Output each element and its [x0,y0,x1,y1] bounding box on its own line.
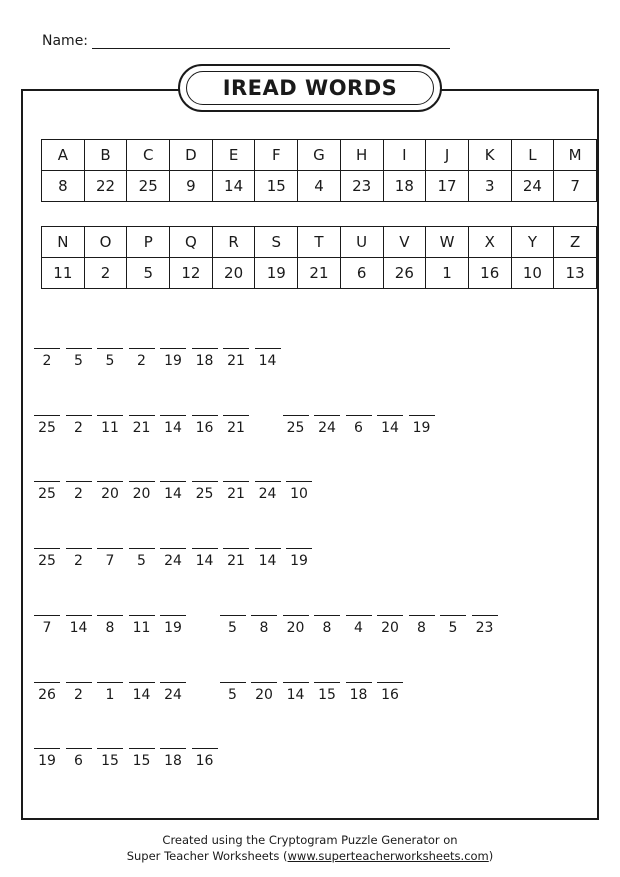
cipher-number: 20 [101,486,119,502]
letter-slot[interactable] [129,534,155,569]
cipher-key-numbers-row [42,258,597,289]
letter-slot[interactable] [251,668,277,703]
cipher-number: 15 [101,753,119,769]
answer-blank[interactable] [34,348,60,349]
letter-slot[interactable] [129,401,155,436]
answer-blank[interactable] [66,348,92,349]
cipher-number: 25 [286,420,305,436]
letter-slot[interactable] [220,601,246,636]
letter-slot[interactable] [409,601,435,636]
puzzle-line [34,668,409,703]
cipher-number: 16 [195,753,214,769]
answer-blank[interactable] [160,481,186,482]
answer-blank[interactable] [223,348,249,349]
answer-blank[interactable] [223,481,249,482]
letter-slot[interactable] [220,668,246,703]
letter-slot[interactable] [223,467,249,502]
key-letter-cell: O [84,227,127,258]
cipher-number: 14 [195,553,214,569]
cipher-number: 21 [227,353,245,369]
letter-slot[interactable] [223,534,249,569]
key-letter-cell: X [468,227,511,258]
letter-slot[interactable] [283,601,309,636]
answer-blank[interactable] [409,615,435,616]
answer-blank[interactable] [34,682,60,683]
letter-slot[interactable] [286,534,312,569]
answer-blank[interactable] [160,548,186,549]
answer-blank[interactable] [97,548,123,549]
key-number-cell: 4 [298,171,341,202]
letter-slot[interactable] [472,601,498,636]
answer-blank[interactable] [223,548,249,549]
letter-slot[interactable] [440,601,466,636]
answer-blank[interactable] [283,682,309,683]
answer-blank[interactable] [472,615,498,616]
key-letter-cell: V [383,227,426,258]
key-letter-cell: Q [170,227,213,258]
letter-slot[interactable] [97,334,123,369]
cipher-number: 14 [164,420,182,436]
letter-slot[interactable] [129,668,155,703]
cipher-number: 25 [38,420,56,436]
puzzle-word [34,668,192,703]
cipher-number: 18 [349,687,368,703]
cipher-number: 7 [42,620,52,636]
cipher-number: 5 [228,687,237,703]
letter-slot[interactable] [97,534,123,569]
cipher-key-table-n-z [41,226,597,289]
cipher-number: 14 [381,420,399,436]
answer-blank[interactable] [97,682,123,683]
key-letter-cell: U [340,227,383,258]
key-number-cell: 12 [170,258,213,289]
letter-slot[interactable] [255,467,281,502]
key-letter-cell: H [340,140,383,171]
cipher-number: 11 [132,620,151,636]
letter-slot[interactable] [160,401,186,436]
answer-blank[interactable] [66,548,92,549]
name-field[interactable] [92,34,450,49]
key-number-cell: 1 [426,258,469,289]
puzzle-line [34,534,318,569]
letter-slot[interactable] [97,401,123,436]
answer-blank[interactable] [160,415,186,416]
puzzle-line [34,401,440,436]
answer-blank[interactable] [34,481,60,482]
cipher-number: 15 [318,687,336,703]
worksheet-title: IREAD WORDS [222,76,398,100]
letter-slot[interactable] [97,467,123,502]
answer-blank[interactable] [160,348,186,349]
answer-blank[interactable] [160,615,186,616]
answer-blank[interactable] [346,615,372,616]
answer-blank[interactable] [97,748,123,749]
answer-blank[interactable] [66,748,92,749]
cipher-number: 6 [354,420,363,436]
letter-slot[interactable] [377,668,403,703]
key-number-cell: 5 [127,258,170,289]
cipher-number: 8 [417,620,426,636]
letter-slot[interactable] [34,668,60,703]
answer-blank[interactable] [314,615,340,616]
cipher-number: 2 [74,687,83,703]
key-letter-cell: Y [511,227,554,258]
key-number-cell: 19 [255,258,298,289]
cipher-number: 18 [195,353,214,369]
cipher-number: 5 [137,553,146,569]
puzzle-word [283,401,441,436]
letter-slot[interactable] [34,334,60,369]
letter-slot[interactable] [160,734,186,769]
footer-link[interactable]: www.superteacherworksheets.com [287,849,489,863]
answer-blank[interactable] [129,348,155,349]
answer-blank[interactable] [314,682,340,683]
puzzle-word [34,401,255,436]
letter-slot[interactable] [34,734,60,769]
cipher-key-table-a-m [41,139,597,202]
letter-slot[interactable] [255,534,281,569]
letter-slot[interactable] [97,601,123,636]
answer-blank[interactable] [377,415,403,416]
key-number-cell: 23 [340,171,383,202]
letter-slot[interactable] [34,534,60,569]
cipher-number: 19 [290,553,308,569]
cipher-number: 21 [227,420,245,436]
key-number-cell: 24 [511,171,554,202]
key-letter-cell: F [255,140,298,171]
cipher-number: 20 [381,620,399,636]
key-letter-cell: P [127,227,170,258]
answer-blank[interactable] [160,748,186,749]
letter-slot[interactable] [160,668,186,703]
letter-slot[interactable] [314,601,340,636]
letter-slot[interactable] [34,467,60,502]
answer-blank[interactable] [66,415,92,416]
answer-blank[interactable] [34,415,60,416]
answer-blank[interactable] [129,415,155,416]
cipher-number: 14 [132,687,151,703]
answer-blank[interactable] [160,682,186,683]
letter-slot[interactable] [255,334,281,369]
letter-slot[interactable] [192,534,218,569]
answer-blank[interactable] [255,348,281,349]
key-number-cell: 6 [340,258,383,289]
letter-slot[interactable] [251,601,277,636]
key-letter-cell: M [554,140,597,171]
key-number-cell: 17 [426,171,469,202]
answer-blank[interactable] [129,748,155,749]
cipher-number: 18 [164,753,182,769]
puzzle-line [34,334,286,369]
answer-blank[interactable] [97,415,123,416]
cipher-number: 14 [286,687,305,703]
key-letter-cell: I [383,140,426,171]
letter-slot[interactable] [409,401,435,436]
puzzle-word [220,601,504,636]
letter-slot[interactable] [129,734,155,769]
key-number-cell: 8 [42,171,85,202]
answer-blank[interactable] [192,748,218,749]
cipher-number: 2 [74,420,83,436]
letter-slot[interactable] [192,334,218,369]
answer-blank[interactable] [129,548,155,549]
puzzle-word [34,467,318,502]
title-banner [178,64,442,112]
key-letter-cell: A [42,140,85,171]
answer-blank[interactable] [192,481,218,482]
name-row [42,33,450,49]
key-letter-cell: J [426,140,469,171]
letter-slot[interactable] [314,668,340,703]
answer-blank[interactable] [251,615,277,616]
answer-blank[interactable] [97,615,123,616]
answer-blank[interactable] [129,481,155,482]
key-letter-cell: B [84,140,127,171]
puzzle-word [220,668,409,703]
answer-blank[interactable] [192,548,218,549]
key-letter-cell: T [298,227,341,258]
puzzle-line [34,601,503,636]
key-number-cell: 21 [298,258,341,289]
footer-line-1: Created using the Cryptogram Puzzle Generator on [162,833,458,847]
key-number-cell: 14 [212,171,255,202]
letter-slot[interactable] [346,601,372,636]
letter-slot[interactable] [223,401,249,436]
answer-blank[interactable] [66,481,92,482]
answer-blank[interactable] [255,548,281,549]
key-number-cell: 10 [511,258,554,289]
answer-blank[interactable] [251,682,277,683]
answer-blank[interactable] [314,415,340,416]
puzzle-word [34,334,286,369]
answer-blank[interactable] [377,682,403,683]
puzzle-word [34,534,318,569]
key-number-cell: 18 [383,171,426,202]
letter-slot[interactable] [283,668,309,703]
cipher-number: 7 [105,553,115,569]
key-number-cell: 25 [127,171,170,202]
answer-blank[interactable] [223,415,249,416]
cipher-number: 24 [318,420,336,436]
name-label: Name: [42,33,89,49]
key-number-cell: 22 [84,171,127,202]
cipher-number: 14 [258,553,277,569]
letter-slot[interactable] [66,734,92,769]
cipher-number: 8 [322,620,332,636]
key-letter-cell: K [468,140,511,171]
letter-slot[interactable] [160,534,186,569]
cipher-number: 16 [381,687,399,703]
answer-blank[interactable] [97,348,123,349]
puzzle-line [34,734,223,769]
cipher-number: 20 [286,620,305,636]
letter-slot[interactable] [66,467,92,502]
key-letter-cell: D [170,140,213,171]
cipher-number: 16 [195,420,214,436]
key-letter-cell: L [511,140,554,171]
cipher-number: 2 [137,353,146,369]
cipher-key-numbers-row [42,171,597,202]
key-letter-cell: R [212,227,255,258]
cipher-number: 6 [74,753,83,769]
puzzle-line [34,467,318,502]
key-number-cell: 9 [170,171,213,202]
answer-blank[interactable] [283,615,309,616]
cipher-number: 14 [258,353,277,369]
cipher-number: 5 [105,353,115,369]
answer-blank[interactable] [377,615,403,616]
cipher-number: 19 [164,353,182,369]
cipher-number: 20 [255,687,273,703]
cipher-number: 5 [74,353,83,369]
cipher-number: 19 [38,753,56,769]
cipher-number: 25 [38,486,56,502]
puzzle-word [34,601,192,636]
cipher-number: 20 [132,486,151,502]
letter-slot[interactable] [160,601,186,636]
key-letter-cell: Z [554,227,597,258]
letter-slot[interactable] [129,467,155,502]
letter-slot[interactable] [34,601,60,636]
answer-blank[interactable] [66,682,92,683]
letter-slot[interactable] [66,334,92,369]
footer [0,832,620,864]
key-letter-cell: W [426,227,469,258]
cipher-number: 5 [228,620,237,636]
cipher-number: 23 [475,620,494,636]
cipher-number: 2 [74,553,83,569]
cipher-number: 2 [74,486,83,502]
answer-blank[interactable] [346,415,372,416]
letter-slot[interactable] [377,401,403,436]
letter-slot[interactable] [286,467,312,502]
cipher-key-letters-row [42,227,597,258]
cipher-number: 24 [258,486,277,502]
letter-slot[interactable] [129,601,155,636]
letter-slot[interactable] [160,334,186,369]
footer-line-2 [0,848,620,864]
answer-blank[interactable] [34,548,60,549]
letter-slot[interactable] [66,534,92,569]
letter-slot[interactable] [160,467,186,502]
cipher-number: 21 [227,486,245,502]
answer-blank[interactable] [286,548,312,549]
cipher-number: 24 [164,687,182,703]
key-letter-cell: E [212,140,255,171]
answer-blank[interactable] [66,615,92,616]
letter-slot[interactable] [283,401,309,436]
puzzle-word [34,734,223,769]
cipher-number: 4 [354,620,363,636]
key-number-cell: 13 [554,258,597,289]
answer-blank[interactable] [97,481,123,482]
cipher-number: 26 [38,687,56,703]
answer-blank[interactable] [192,348,218,349]
cipher-number: 8 [105,620,115,636]
answer-blank[interactable] [129,682,155,683]
answer-blank[interactable] [440,615,466,616]
cipher-number: 2 [42,353,52,369]
cipher-number: 15 [132,753,151,769]
cipher-number: 19 [412,420,431,436]
answer-blank[interactable] [220,682,246,683]
letter-slot[interactable] [377,601,403,636]
answer-blank[interactable] [346,682,372,683]
cipher-key-letters-row [42,140,597,171]
letter-slot[interactable] [346,401,372,436]
answer-blank[interactable] [409,415,435,416]
cipher-number: 14 [69,620,88,636]
answer-blank[interactable] [286,481,312,482]
cipher-number: 21 [132,420,151,436]
letter-slot[interactable] [129,334,155,369]
cipher-number: 10 [290,486,308,502]
key-number-cell: 2 [84,258,127,289]
letter-slot[interactable] [192,467,218,502]
answer-blank[interactable] [34,615,60,616]
key-number-cell: 7 [554,171,597,202]
letter-slot[interactable] [97,734,123,769]
key-letter-cell: N [42,227,85,258]
key-letter-cell: C [127,140,170,171]
cipher-number: 5 [448,620,458,636]
answer-blank[interactable] [34,748,60,749]
letter-slot[interactable] [192,401,218,436]
cipher-number: 8 [259,620,269,636]
letter-slot[interactable] [66,601,92,636]
cipher-number: 1 [105,687,115,703]
key-number-cell: 26 [383,258,426,289]
key-number-cell: 20 [212,258,255,289]
cipher-number: 24 [164,553,182,569]
letter-slot[interactable] [34,401,60,436]
footer-suffix: ) [488,849,494,863]
cipher-number: 14 [164,486,182,502]
letter-slot[interactable] [192,734,218,769]
letter-slot[interactable] [223,334,249,369]
footer-prefix: Super Teacher Worksheets ( [126,849,288,863]
answer-blank[interactable] [129,615,155,616]
key-number-cell: 3 [468,171,511,202]
cipher-number: 25 [195,486,214,502]
key-letter-cell: G [298,140,341,171]
cipher-number: 21 [227,553,245,569]
key-number-cell: 16 [468,258,511,289]
answer-blank[interactable] [283,415,309,416]
cipher-number: 19 [164,620,182,636]
cipher-number: 25 [38,553,56,569]
answer-blank[interactable] [220,615,246,616]
letter-slot[interactable] [66,401,92,436]
letter-slot[interactable] [346,668,372,703]
answer-blank[interactable] [255,481,281,482]
letter-slot[interactable] [97,668,123,703]
key-letter-cell: S [255,227,298,258]
letter-slot[interactable] [66,668,92,703]
letter-slot[interactable] [314,401,340,436]
answer-blank[interactable] [192,415,218,416]
key-number-cell: 11 [42,258,85,289]
key-number-cell: 15 [255,171,298,202]
cipher-number: 11 [101,420,119,436]
